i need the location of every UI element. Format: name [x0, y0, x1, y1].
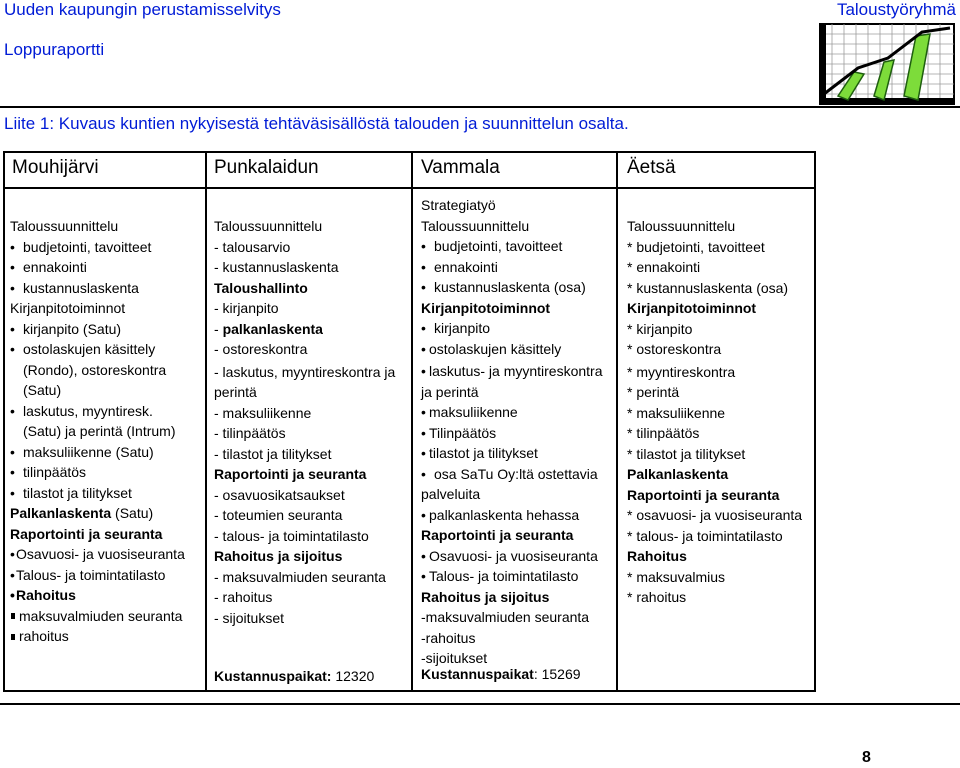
column-punkalaidun [214, 216, 395, 628]
list-item: • ennakointi [10, 257, 185, 278]
list-item: * tilastot ja tilitykset [627, 445, 746, 462]
list-item: -rahoitus [421, 629, 476, 646]
section-heading: Taloussuunnittelu [214, 218, 323, 234]
cost-centers-label: Kustannuspaikat: [214, 668, 332, 684]
section-heading: Raportointi ja seuranta [10, 525, 163, 542]
list-item-dash: - [214, 320, 223, 337]
list-item-continuation: (Satu) ja perintä (Intrum) [23, 423, 176, 439]
list-item: * kustannuslaskenta (osa) [627, 279, 789, 296]
column-header-vammala: Vammala [421, 157, 500, 178]
section-heading: Rahoitus [627, 548, 687, 564]
page-number: 8 [862, 749, 871, 766]
cost-centers-label: Kustannuspaikat [421, 666, 534, 682]
section-heading: Rahoitus ja sijoitus [421, 588, 550, 605]
list-item: • budjetointi, tavoitteet [421, 236, 603, 257]
list-item: • Talous- ja toimintatilasto [421, 566, 603, 587]
section-heading-label: Palkanlaskenta [10, 505, 112, 521]
section-heading: Raportointi ja seuranta [421, 527, 574, 543]
section-heading: Kirjanpitotoiminnot [627, 300, 757, 316]
list-item [214, 319, 395, 340]
list-item: • tilastot ja tilitykset [421, 443, 603, 464]
list-item: - maksuliikenne [214, 404, 312, 421]
list-item: • Osavuosi- ja vuosiseuranta [10, 544, 185, 565]
list-item: • Tilinpäätös [421, 423, 603, 444]
list-item: - ostoreskontra [214, 341, 308, 357]
cost-centers-value: : 15269 [533, 666, 581, 682]
list-item-continuation: (Satu) [23, 382, 62, 398]
cost-centers [214, 666, 374, 687]
section-heading: Palkanlaskenta [627, 466, 729, 482]
list-item-continuation: palveluita [421, 486, 481, 502]
list-item: • tilinpäätös [10, 462, 185, 483]
list-item: • maksuliikenne (Satu) [10, 442, 185, 463]
column-divider [205, 151, 207, 692]
section-heading: • Rahoitus [10, 585, 185, 606]
list-item: - laskutus, myyntireskontra ja [214, 363, 396, 380]
list-item: • kirjanpito [421, 318, 603, 339]
list-item: * tilinpäätös [627, 425, 700, 441]
list-item: - toteumien seuranta [214, 507, 343, 523]
section-heading: Kirjanpitotoiminnot [421, 299, 551, 316]
list-item: * budjetointi, tavoitteet [627, 238, 765, 255]
list-item: - talousarvio [214, 238, 291, 255]
section-heading: Taloussuunnittelu [421, 217, 530, 234]
column-header-aetsa: Äetsä [627, 157, 676, 178]
list-item: - osavuosikatsaukset [214, 486, 345, 503]
column-vammala [421, 195, 603, 669]
list-item: • Talous- ja toimintatilasto [10, 565, 185, 586]
document-subtitle: Loppuraportti [4, 40, 105, 59]
section-heading: Raportointi ja seuranta [214, 466, 367, 482]
column-divider [616, 151, 618, 692]
section-heading: Raportointi ja seuranta [627, 486, 780, 503]
section-heading: Strategiatyö [421, 197, 496, 213]
list-item: • ostolaskujen käsittely [421, 339, 603, 360]
list-item: • kustannuslaskenta [10, 278, 185, 299]
list-item: • laskutus- ja myyntireskontra [421, 361, 603, 382]
list-item: - tilinpäätös [214, 425, 286, 441]
list-item: • kustannuslaskenta (osa) [421, 277, 603, 298]
list-item: * osavuosi- ja vuosiseuranta [627, 507, 803, 523]
section-heading [10, 503, 185, 524]
list-item: • osa SaTu Oy:ltä ostettavia [421, 464, 603, 485]
column-header-punkalaidun: Punkalaidun [214, 157, 319, 178]
document-title: Uuden kaupungin perustamisselvitys [4, 0, 281, 19]
list-item: * maksuliikenne [627, 404, 726, 421]
table-header-row [3, 151, 816, 189]
section-heading: Taloussuunnittelu [627, 218, 736, 234]
list-item: * kirjanpito [627, 320, 693, 337]
header-divider [0, 106, 960, 108]
list-item: -maksuvalmiuden seuranta [421, 609, 590, 625]
list-item: - talous- ja toimintatilasto [214, 527, 369, 544]
column-mouhijarvi [10, 216, 185, 647]
list-item: * myyntireskontra [627, 363, 736, 380]
list-item: - kustannuslaskenta [214, 259, 339, 275]
list-item: * ostoreskontra [627, 341, 722, 357]
section-heading-note: (Satu) [111, 505, 154, 521]
list-item: • tilastot ja tilitykset [10, 483, 185, 504]
list-item: -sijoitukset [421, 650, 488, 666]
list-item: • kirjanpito (Satu) [10, 319, 185, 340]
list-item: • laskutus, myyntiresk. [10, 401, 185, 422]
list-item: - sijoitukset [214, 609, 285, 626]
column-aetsa [627, 216, 802, 608]
cost-centers [421, 664, 581, 685]
section-heading: Taloushallinto [214, 279, 308, 296]
section-heading: Taloussuunnittelu [10, 218, 119, 234]
list-item: - maksuvalmiuden seuranta [214, 568, 386, 585]
section-heading: Kirjanpitotoiminnot [10, 300, 126, 316]
list-item-label: palkanlaskenta [222, 320, 323, 337]
list-item: * perintä [627, 384, 680, 400]
list-item: rahoitus [10, 626, 185, 647]
working-group-name: Taloustyöryhmä [836, 0, 956, 19]
list-item: * rahoitus [627, 589, 687, 605]
list-item: • ennakointi [421, 257, 603, 278]
appendix-caption: Liite 1: Kuvaus kuntien nykyisestä tehtäväsisällöstä talouden ja suunnittelun osalta. [4, 114, 629, 133]
footer-divider [0, 703, 960, 705]
list-item-continuation: (Rondo), ostoreskontra [23, 361, 167, 378]
column-divider [411, 151, 413, 692]
cost-centers-value: 12320 [331, 668, 375, 684]
list-item: * ennakointi [627, 259, 701, 275]
list-item: • budjetointi, tavoitteet [10, 237, 185, 258]
list-item: - kirjanpito [214, 300, 279, 316]
section-heading: Rahoitus ja sijoitus [214, 548, 343, 564]
list-item: * maksuvalmius [627, 568, 726, 585]
list-item: - tilastot ja tilitykset [214, 445, 332, 462]
list-item-continuation: perintä [214, 384, 257, 400]
list-item: - rahoitus [214, 589, 273, 605]
list-item: • ostolaskujen käsittely [10, 339, 185, 360]
bar-chart-clipart-icon [818, 22, 956, 106]
list-item: • Osavuosi- ja vuosiseuranta [421, 546, 603, 567]
list-item: maksuvalmiuden seuranta [10, 606, 185, 627]
list-item: • palkanlaskenta hehassa [421, 505, 603, 526]
column-header-mouhijarvi: Mouhijärvi [12, 157, 99, 178]
list-item: • maksuliikenne [421, 402, 603, 423]
list-item-continuation: ja perintä [421, 383, 479, 400]
list-item: * talous- ja toimintatilasto [627, 527, 783, 544]
